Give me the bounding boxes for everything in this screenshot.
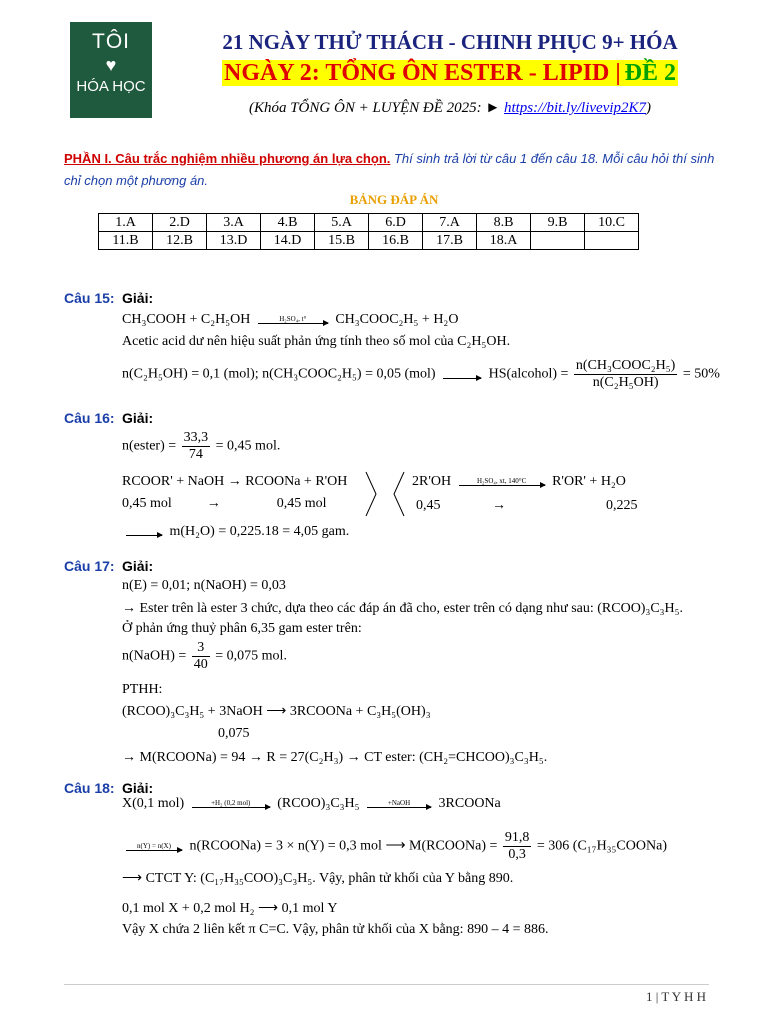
answer-table-title: BẢNG ĐÁP ÁN <box>349 192 439 207</box>
table-cell: 8.B <box>477 214 531 232</box>
table-cell: 1.A <box>99 214 153 232</box>
q15-giai: Giải: <box>122 290 154 306</box>
q15-eq-cond: H₂SO₄, t° <box>279 315 307 324</box>
q16-giai: Giải: <box>122 410 154 426</box>
part1-instructions <box>64 148 724 192</box>
q18-line3: ⟶ CTCT Y: (C₁₇H₃₅COO)₃C₃H₅. Vậy, phân tử khối của Y bằng 890. <box>122 871 514 886</box>
q16-n-label: n(ester) = <box>122 438 177 454</box>
q18-l2c: n(Y) = n(X) <box>137 842 171 850</box>
q18-line5: Vậy X chứa 2 liên kết π C=C. Vậy, phân tử khối của X bằng: 890 – 4 = 886. <box>122 922 549 937</box>
course-text: (Khóa TỔNG ÔN + LUYỆN ĐỀ 2025: ► <box>248 100 504 116</box>
q16-reaction1-mol: 0,45 mol → 0,45 mol <box>122 496 327 511</box>
q18-l1c2: +NaOH <box>387 799 411 808</box>
q17-l4b: = 0,075 mol. <box>215 648 287 664</box>
q17-num: 3 <box>192 640 210 657</box>
q15-frac-den: n(C₂H₅OH) <box>592 375 659 390</box>
heart-icon: ♥ <box>105 55 117 75</box>
q17-fraction <box>192 640 210 673</box>
q17-line2: → Ester trên là ester 3 chức, dựa theo các đáp án đã cho, ester trên có dạng như sau: (RCOO)₃C₃H₅. <box>122 601 684 616</box>
q18-line2 <box>122 830 667 863</box>
q16-mass <box>122 524 349 540</box>
q15-result: = 50% <box>682 366 720 382</box>
q17-l4a: n(NaOH) = <box>122 648 187 664</box>
arrow-icon <box>367 799 431 808</box>
q17-line6: (RCOO)₃C₃H₅ + 3NaOH ⟶ 3RCOONa + C₃H₅(OH)₃ <box>122 704 431 719</box>
q18-fraction <box>503 830 532 863</box>
q15-equation <box>122 312 458 328</box>
subtitle-text: NGÀY 2: TỔNG ÔN ESTER - LIPID | <box>223 60 621 86</box>
table-cell: 9.B <box>531 214 585 232</box>
q17-line5: PTHH: <box>122 682 163 697</box>
q17-line3: Ở phản ứng thuỷ phân 6,35 gam ester trên: <box>122 621 362 636</box>
arrow-icon <box>126 527 162 536</box>
table-cell: 10.C <box>585 214 639 232</box>
table-cell: 16.B <box>369 232 423 250</box>
q17-line7: 0,075 <box>218 726 250 741</box>
answer-table <box>98 213 639 250</box>
q16-reaction1: RCOOR' + NaOH → RCOONa + R'OH <box>122 474 348 489</box>
q15-calc1: n(C₂H₅OH) = 0,1 (mol); n(CH₃COOC₂H₅) = 0,05 (mol) <box>122 366 436 382</box>
table-cell <box>585 232 639 250</box>
q16-r2-cond: H₂SO₄, xt, 140°C <box>476 477 527 486</box>
table-cell: 5.A <box>315 214 369 232</box>
table-cell: 7.A <box>423 214 477 232</box>
q18-giai: Giải: <box>122 780 154 796</box>
q18-l1d: 3RCOONa <box>438 796 501 811</box>
table-cell: 6.D <box>369 214 423 232</box>
q16-r2-mol-arrow: → <box>492 498 506 513</box>
bracket-icon <box>362 470 412 520</box>
table-cell: 12.B <box>153 232 207 250</box>
reversible-arrow-icon <box>258 315 328 324</box>
table-cell: 18.A <box>477 232 531 250</box>
q15-fraction <box>574 358 677 391</box>
q16-n-result: = 0,45 mol. <box>215 438 281 454</box>
q18-line1 <box>122 796 501 812</box>
table-cell: 4.B <box>261 214 315 232</box>
q17-giai: Giải: <box>122 558 154 574</box>
q18-num: 91,8 <box>504 830 530 845</box>
table-cell: 17.B <box>423 232 477 250</box>
course-link[interactable]: https://bit.ly/livevip2K7 <box>503 100 647 116</box>
q15-calc <box>122 358 720 391</box>
q17-label: Câu 17: <box>64 558 115 574</box>
logo-line1: TÔI <box>92 30 130 53</box>
q17-line1: n(E) = 0,01; n(NaOH) = 0,03 <box>122 578 286 593</box>
part1-text: Thí sinh trả lời từ câu 1 đến câu 18. Mỗi câu hỏi thí sinh chỉ chọn một phương án. <box>64 151 715 188</box>
table-cell: 13.D <box>207 232 261 250</box>
table-cell: 11.B <box>99 232 153 250</box>
q18-den: 0,3 <box>508 847 526 862</box>
q15-hs: HS(alcohol) = <box>488 366 569 382</box>
q16-fraction <box>182 430 211 463</box>
q18-l2b: = 306 (C₁₇H₃₅COONa) <box>536 838 667 854</box>
q17-line4 <box>122 640 287 673</box>
part1-label: PHẦN I. Câu trắc nghiệm nhiều phương án lựa chọn. <box>64 151 391 166</box>
q15-label: Câu 15: <box>64 290 115 306</box>
q15-note: Acetic acid dư nên hiệu suất phản ứng tính theo số mol của C₂H₅OH. <box>122 334 511 349</box>
q18-l1a: X(0,1 mol) <box>122 796 185 811</box>
subtitle-de: ĐỀ 2 <box>624 60 676 86</box>
arrow-icon <box>443 370 481 379</box>
table-cell <box>531 232 585 250</box>
page-subtitle <box>180 60 720 87</box>
q15-eq-right: CH₃COOC₂H₅ + H₂O <box>335 312 459 327</box>
arrow-icon <box>192 799 270 808</box>
table-cell: 15.B <box>315 232 369 250</box>
q16-num: 33,3 <box>183 430 209 445</box>
q18-line4: 0,1 mol X + 0,2 mol H₂ ⟶ 0,1 mol Y <box>122 901 338 916</box>
q16-r2-left: 2R'OH <box>412 474 452 489</box>
table-cell: 14.D <box>261 232 315 250</box>
footer-divider <box>64 984 709 985</box>
logo <box>70 22 152 118</box>
q16-reaction2 <box>412 474 626 490</box>
arrow-icon <box>126 842 182 851</box>
course-end: ) <box>646 100 652 116</box>
table-cell: 3.A <box>207 214 261 232</box>
q18-l1c1: +H₂ (0,2 mol) <box>211 799 251 808</box>
q16-mass-text: m(H₂O) = 0,225.18 = 4,05 gam. <box>169 524 350 539</box>
q17-den: 40 <box>193 657 208 672</box>
page-title: 21 NGÀY THỬ THÁCH - CHINH PHỤC 9+ HÓA <box>222 30 678 54</box>
q16-den: 74 <box>188 447 203 462</box>
course-line <box>180 100 720 117</box>
q16-label: Câu 16: <box>64 410 115 426</box>
q16-r2-mol-b: 0,225 <box>606 498 638 513</box>
arrow-icon <box>459 477 545 486</box>
q16-n-ester <box>122 430 280 463</box>
q18-l2a: n(RCOONa) = 3 × n(Y) = 0,3 mol ⟶ M(RCOONa) = <box>189 838 498 854</box>
page-footer: 1 | T Y H H <box>645 989 706 1004</box>
table-cell: 2.D <box>153 214 207 232</box>
q16-r2-mol-a: 0,45 <box>416 498 441 513</box>
q17-line8: → M(RCOONa) = 94 → R = 27(C₂H₃) → CT ester: (CH₂=CHCOO)₃C₃H₅. <box>122 750 548 765</box>
table-row <box>99 214 639 232</box>
q18-l1b: (RCOO)₃C₃H₅ <box>277 796 360 811</box>
q18-label: Câu 18: <box>64 780 115 796</box>
q15-frac-num: n(CH₃COOC₂H₅) <box>575 358 676 373</box>
q16-r2-right: R'OR' + H₂O <box>552 474 626 489</box>
q15-eq-left: CH₃COOH + C₂H₅OH <box>122 312 251 327</box>
table-row <box>99 232 639 250</box>
logo-line2: HÓA HỌC <box>76 78 146 95</box>
